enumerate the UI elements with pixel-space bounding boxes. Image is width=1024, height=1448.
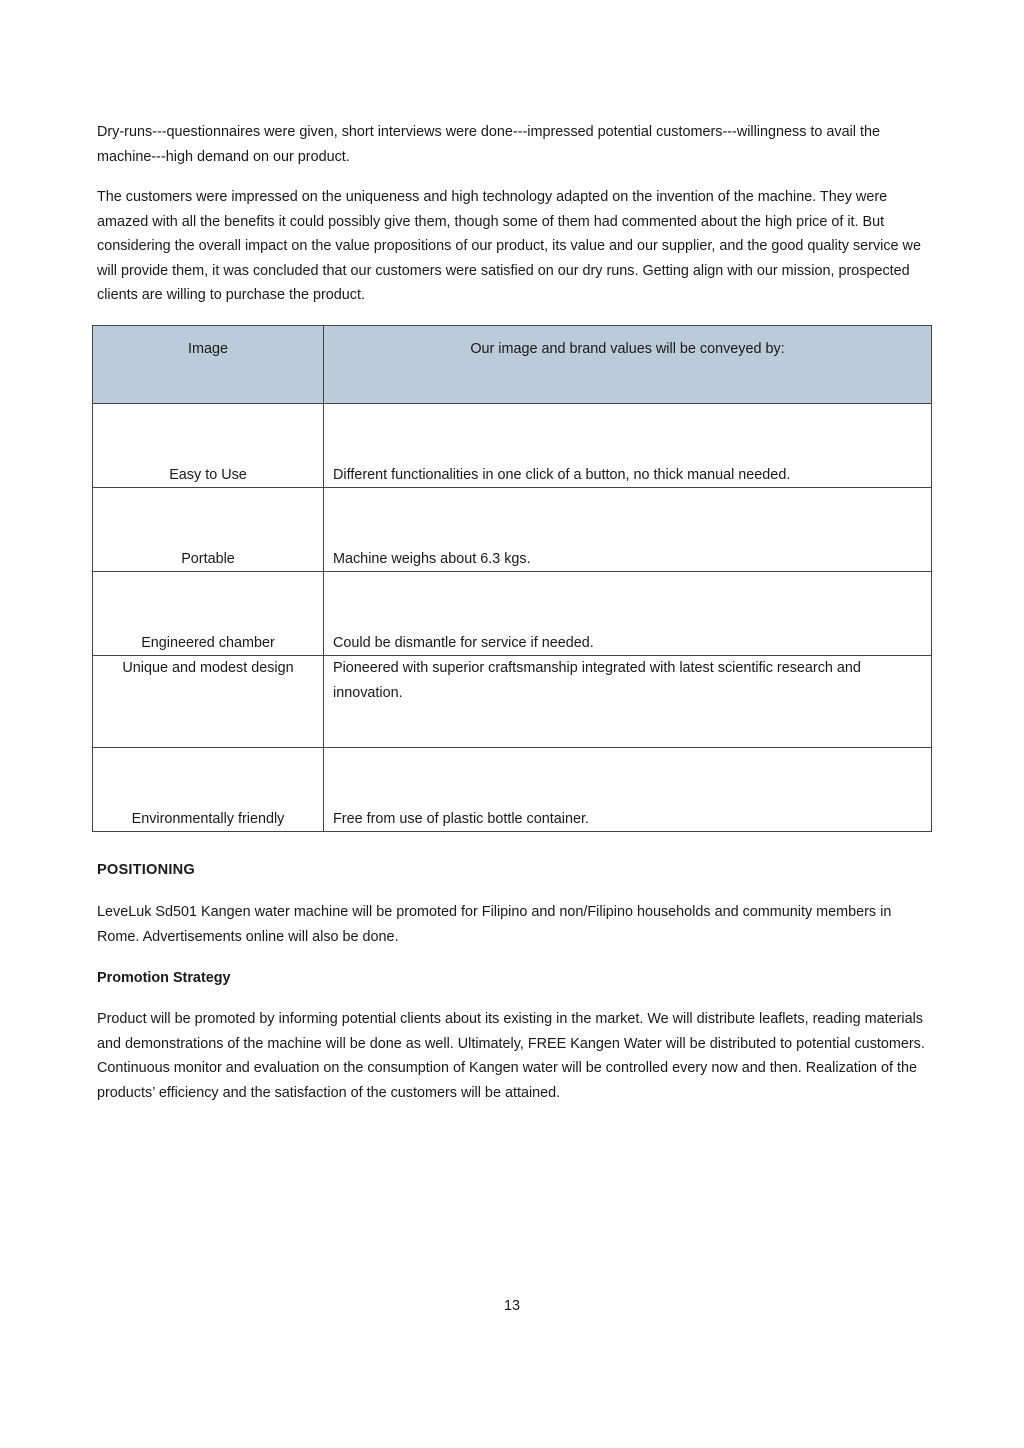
table-cell-conveyed-by: Different functionalities in one click of a button, no thick manual needed. [324, 404, 932, 488]
intro-paragraph-dry-runs: Dry-runs---questionnaires were given, short interviews were done---impressed potential customers---willingness to avail the machine---high demand on our product. [97, 124, 880, 165]
table-row [93, 404, 932, 488]
promotion-strategy-heading: Promotion Strategy [97, 970, 231, 986]
table-row [93, 656, 932, 748]
table-header-row [93, 326, 932, 404]
table-cell-conveyed-by: Machine weighs about 6.3 kgs. [324, 488, 932, 572]
table-cell-conveyed-by: Free from use of plastic bottle container. [324, 748, 932, 832]
table-cell-image: Environmentally friendly [93, 748, 324, 832]
table-cell-image: Engineered chamber [93, 572, 324, 656]
brand-values-table [92, 325, 932, 832]
table-header-image: Image [93, 326, 324, 404]
positioning-heading: POSITIONING [97, 862, 195, 878]
table-cell-conveyed-by: Pioneered with superior craftsmanship integrated with latest scientific research and innovation. [324, 656, 932, 748]
page-number: 13 [503, 1298, 520, 1314]
table-row [93, 748, 932, 832]
promotion-strategy-paragraph: Product will be promoted by informing potential clients about its existing in the market. We will distribute leaflets, reading materials and demonstrations of the machine will be done as well. Ultimately, FREE Kangen Water will be distributed to potential customers. Continuous monitor and evaluation on the consumption of Kangen water will be controlled every now and then. Realization of the products’ efficiency and the satisfaction of the customers will be attained. [97, 1011, 925, 1101]
intro-paragraph-customers: The customers were impressed on the uniqueness and high technology adapted on the invention of the machine. They were amazed with all the benefits it could possibly give them, though some of them had commented about the high price of it. But considering the overall impact on the value propositions of our product, its value and our supplier, and the good quality service we will provide them, it was concluded that our customers were satisfied on our dry runs. Getting align with our mission, prospected clients are willing to purchase the product. [97, 189, 921, 303]
table-cell-conveyed-by: Could be dismantle for service if needed. [324, 572, 932, 656]
table-cell-image: Portable [93, 488, 324, 572]
table-row [93, 488, 932, 572]
table-cell-image: Easy to Use [93, 404, 324, 488]
table-cell-image: Unique and modest design [93, 656, 324, 748]
table-header-conveyed-by: Our image and brand values will be conveyed by: [324, 326, 932, 404]
table-row [93, 572, 932, 656]
positioning-paragraph: LeveLuk Sd501 Kangen water machine will be promoted for Filipino and non/Filipino households and community members in Rome. Advertisements online will also be done. [97, 904, 892, 945]
